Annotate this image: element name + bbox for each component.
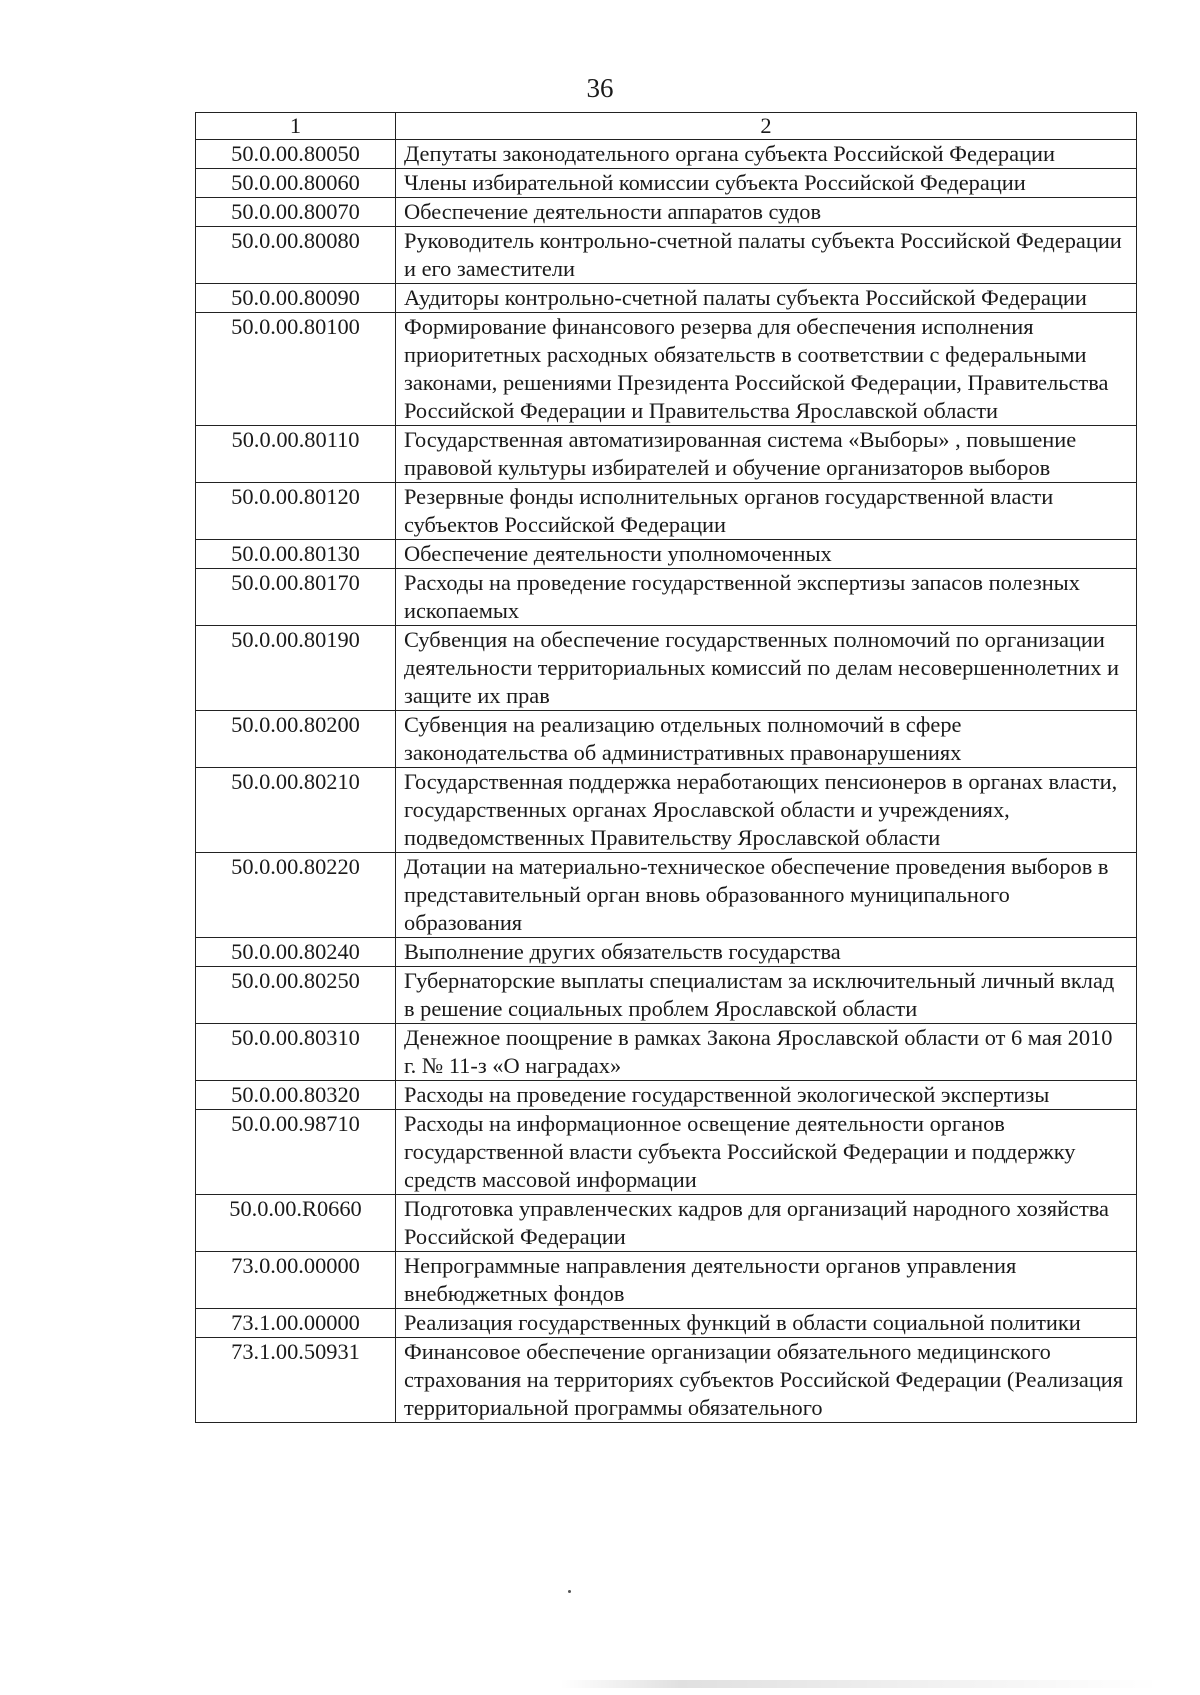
row-name-cell: Обеспечение деятельности уполномоченных (396, 540, 1137, 569)
row-code-cell: 50.0.00.80120 (196, 483, 396, 540)
row-name-cell: Расходы на проведение государственной экспертизы запасов полезных ископаемых (396, 569, 1137, 626)
table-row (196, 1309, 1137, 1338)
table-row (196, 938, 1137, 967)
row-name-cell: Руководитель контрольно-счетной палаты субъекта Российской Федерации и его заместители (396, 227, 1137, 284)
table-row (196, 426, 1137, 483)
table-row (196, 140, 1137, 169)
row-code-cell: 50.0.00.80070 (196, 198, 396, 227)
table-row (196, 1110, 1137, 1195)
row-name-cell: Обеспечение деятельности аппаратов судов (396, 198, 1137, 227)
table-row (196, 853, 1137, 938)
row-code-cell: 50.0.00.80100 (196, 313, 396, 426)
row-code-cell: 50.0.00.R0660 (196, 1195, 396, 1252)
row-name-cell: Формирование финансового резерва для обеспечения исполнения приоритетных расходных обязательств в соответствии с федеральными законами, решениями Президента Российской Федерации, Правительства Российской Федерации и Правительства Ярославской области (396, 313, 1137, 426)
row-name-cell: Государственная поддержка неработающих пенсионеров в органах власти, государственных органах Ярославской области и учреждениях, подведомственных Правительству Ярославской области (396, 768, 1137, 853)
row-code-cell: 50.0.00.80210 (196, 768, 396, 853)
table-row (196, 626, 1137, 711)
row-code-cell: 50.0.00.80080 (196, 227, 396, 284)
table-row (196, 711, 1137, 768)
row-name-cell: Непрограммные направления деятельности органов управления внебюджетных фондов (396, 1252, 1137, 1309)
row-code-cell: 50.0.00.80050 (196, 140, 396, 169)
row-name-cell: Денежное поощрение в рамках Закона Ярославской области от 6 мая 2010 г. № 11-з «О наградах» (396, 1024, 1137, 1081)
table-row (196, 483, 1137, 540)
scan-speck (568, 1590, 571, 1593)
row-name-cell: Расходы на проведение государственной экологической экспертизы (396, 1081, 1137, 1110)
column-header-name: 2 (396, 113, 1137, 140)
table-row (196, 540, 1137, 569)
row-name-cell: Финансовое обеспечение организации обязательного медицинского страхования на территориях субъектов Российской Федерации (Реализация территориальной программы обязательного (396, 1338, 1137, 1423)
row-code-cell: 50.0.00.80320 (196, 1081, 396, 1110)
row-code-cell: 50.0.00.80220 (196, 853, 396, 938)
row-code-cell: 50.0.00.80240 (196, 938, 396, 967)
classification-table (195, 112, 1137, 1423)
row-code-cell: 73.1.00.00000 (196, 1309, 396, 1338)
table-row (196, 569, 1137, 626)
table-row (196, 169, 1137, 198)
row-code-cell: 50.0.00.80190 (196, 626, 396, 711)
row-name-cell: Резервные фонды исполнительных органов государственной власти субъектов Российской Федерации (396, 483, 1137, 540)
row-name-cell: Расходы на информационное освещение деятельности органов государственной власти субъекта Российской Федерации и поддержку средств массовой информации (396, 1110, 1137, 1195)
table-row (196, 1252, 1137, 1309)
table-row (196, 1081, 1137, 1110)
scan-edge-shadow (560, 1680, 1160, 1688)
table-row (196, 967, 1137, 1024)
row-name-cell: Дотации на материально-техническое обеспечение проведения выборов в представительный орган вновь образованного муниципального образования (396, 853, 1137, 938)
table-header-row (196, 113, 1137, 140)
table-row (196, 284, 1137, 313)
table-body (196, 140, 1137, 1423)
row-code-cell: 50.0.00.80130 (196, 540, 396, 569)
row-code-cell: 50.0.00.80250 (196, 967, 396, 1024)
table-row (196, 227, 1137, 284)
row-code-cell: 50.0.00.80090 (196, 284, 396, 313)
row-code-cell: 50.0.00.80060 (196, 169, 396, 198)
row-code-cell: 50.0.00.80310 (196, 1024, 396, 1081)
table-row (196, 198, 1137, 227)
row-code-cell: 50.0.00.80170 (196, 569, 396, 626)
row-code-cell: 50.0.00.80110 (196, 426, 396, 483)
page-number: 36 (586, 73, 614, 103)
row-code-cell: 73.1.00.50931 (196, 1338, 396, 1423)
table-row (196, 1195, 1137, 1252)
row-code-cell: 73.0.00.00000 (196, 1252, 396, 1309)
row-code-cell: 50.0.00.98710 (196, 1110, 396, 1195)
row-name-cell: Реализация государственных функций в области социальной политики (396, 1309, 1137, 1338)
column-header-code: 1 (196, 113, 396, 140)
table-row (196, 1338, 1137, 1423)
row-name-cell: Субвенция на реализацию отдельных полномочий в сфере законодательства об административных правонарушениях (396, 711, 1137, 768)
row-name-cell: Депутаты законодательного органа субъекта Российской Федерации (396, 140, 1137, 169)
row-name-cell: Субвенция на обеспечение государственных полномочий по организации деятельности территориальных комиссий по делам несовершеннолетних и защите их прав (396, 626, 1137, 711)
table-row (196, 768, 1137, 853)
table-row (196, 1024, 1137, 1081)
row-name-cell: Аудиторы контрольно-счетной палаты субъекта Российской Федерации (396, 284, 1137, 313)
row-code-cell: 50.0.00.80200 (196, 711, 396, 768)
row-name-cell: Подготовка управленческих кадров для организаций народного хозяйства Российской Федерации (396, 1195, 1137, 1252)
row-name-cell: Губернаторские выплаты специалистам за исключительный личный вклад в решение социальных проблем Ярославской области (396, 967, 1137, 1024)
row-name-cell: Члены избирательной комиссии субъекта Российской Федерации (396, 169, 1137, 198)
row-name-cell: Выполнение других обязательств государства (396, 938, 1137, 967)
row-name-cell: Государственная автоматизированная система «Выборы» , повышение правовой культуры избирателей и обучение организаторов выборов (396, 426, 1137, 483)
table-row (196, 313, 1137, 426)
